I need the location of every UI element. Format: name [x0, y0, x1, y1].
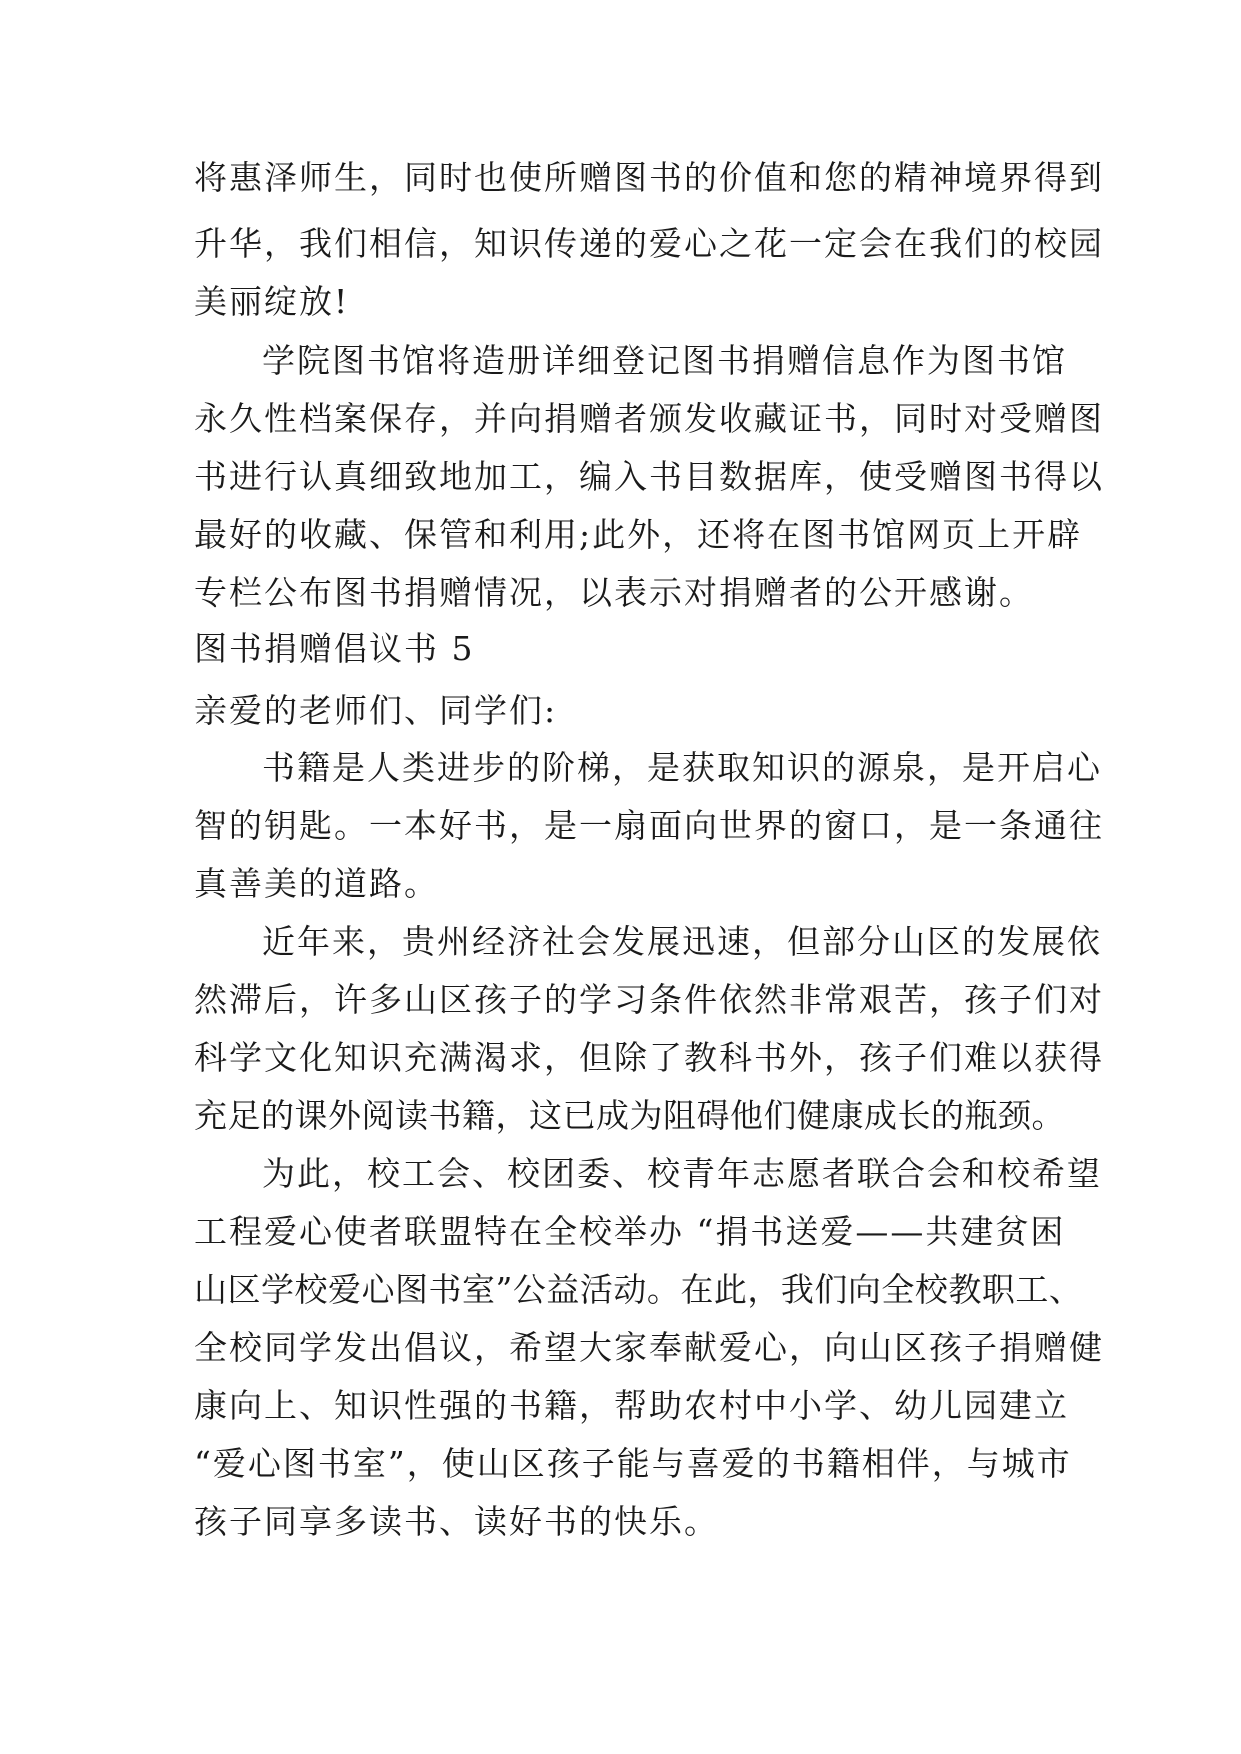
text-line: 书籍是人类进步的阶梯，是获取知识的源泉，是开启心 [262, 748, 1102, 787]
text-line: 孩子同享多读书、读好书的快乐。 [194, 1502, 719, 1541]
section-heading: 图书捐赠倡议书 5 [194, 629, 475, 668]
text-line: 智的钥匙。一本好书，是一扇面向世界的窗口，是一条通往 [194, 806, 1104, 845]
text-line: 工程爱心使者联盟特在全校举办 “捐书送爱——共建贫困 [194, 1212, 1066, 1251]
text-line: 然滞后，许多山区孩子的学习条件依然非常艰苦，孩子们对 [194, 980, 1104, 1019]
text-line: 为此，校工会、校团委、校青年志愿者联合会和校希望 [262, 1154, 1102, 1193]
text-line: 充足的课外阅读书籍，这已成为阻碍他们健康成长的瓶颈。 [194, 1096, 1065, 1135]
text-line: 美丽绽放! [194, 282, 350, 321]
text-line: 升华，我们相信，知识传递的爱心之花一定会在我们的校园 [194, 224, 1104, 263]
text-line: 山区学校爱心图书室”公益活动。在此，我们向全校教职工、 [194, 1270, 1083, 1309]
text-line: 真善美的道路。 [194, 864, 439, 903]
text-line: 科学文化知识充满渴求，但除了教科书外，孩子们难以获得 [194, 1038, 1104, 1077]
salutation: 亲爱的老师们、同学们: [194, 691, 558, 730]
text-line: 最好的收藏、保管和利用;此外，还将在图书馆网页上开辟 [194, 515, 1083, 554]
text-line: 近年来，贵州经济社会发展迅速，但部分山区的发展依 [262, 922, 1102, 961]
text-line: 永久性档案保存，并向捐赠者颁发收藏证书，同时对受赠图 [194, 399, 1104, 438]
text-line: 全校同学发出倡议，希望大家奉献爱心，向山区孩子捐赠健 [194, 1328, 1104, 1367]
text-line: “爱心图书室”，使山区孩子能与喜爱的书籍相伴，与城市 [194, 1444, 1072, 1483]
text-line: 学院图书馆将造册详细登记图书捐赠信息作为图书馆 [262, 341, 1067, 380]
text-line: 专栏公布图书捐赠情况，以表示对捐赠者的公开感谢。 [194, 573, 1034, 612]
text-line: 康向上、知识性强的书籍，帮助农村中小学、幼儿园建立 [194, 1386, 1069, 1425]
text-line: 将惠泽师生，同时也使所赠图书的价值和您的精神境界得到 [194, 158, 1104, 197]
text-line: 书进行认真细致地加工，编入书目数据库，使受赠图书得以 [194, 457, 1104, 496]
